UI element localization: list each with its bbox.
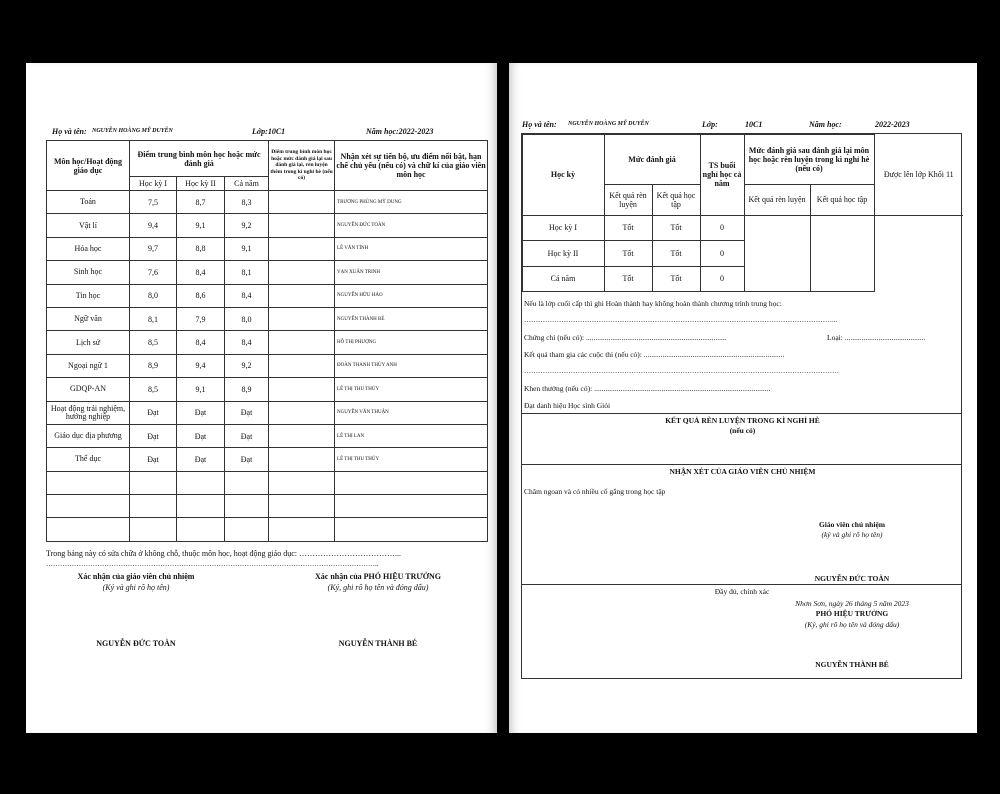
grade-sem1 (130, 495, 177, 518)
grade-subject: GDQP-AN (47, 378, 130, 401)
grade-sem2: 7,9 (177, 307, 225, 330)
grade-retest (269, 191, 335, 214)
grade-sem1: Đạt (130, 424, 177, 447)
absent-cell: 0 (700, 266, 744, 292)
grade-retest (269, 401, 335, 424)
header-sem2: Học kỳ II (177, 177, 225, 191)
grade-year: 8,9 (225, 378, 269, 401)
sig-right-sub: (Ký, ghi rõ họ tên và đóng dấu) (327, 583, 429, 592)
grade-year: 8,4 (225, 331, 269, 354)
grade-subject: Vật lí (47, 214, 130, 237)
divider-1 (522, 413, 961, 414)
grade-retest (269, 424, 335, 447)
grade-year: 8,1 (225, 261, 269, 284)
grade-sem1: 8,5 (130, 331, 177, 354)
grade-row (47, 284, 488, 307)
term-cell: Cả năm (522, 266, 604, 292)
grade-sem2: Đạt (177, 401, 225, 424)
header-study: Kết quả học tập (652, 184, 700, 215)
grade-retest (269, 518, 335, 541)
grade-retest (269, 237, 335, 260)
grade-subject: Lịch sử (47, 331, 130, 354)
grade-teacher (335, 471, 488, 494)
student-name-right: NGUYỄN HOÀNG MỸ DUYÊN (568, 121, 649, 127)
grade-teacher: LÊ THỊ LAN (335, 424, 488, 447)
header-reeval: Mức đánh giá sau đánh giá lại môn học hoặc rèn luyện trong kì nghỉ hè (nếu có) (744, 134, 874, 184)
grade-retest (269, 495, 335, 518)
corrections-note: Trong bảng này có sửa chữa ở không chỗ, thuộc môn học, hoạt động giáo dục: ………………………………... (46, 549, 402, 558)
grade-sem2: Đạt (177, 424, 225, 447)
grade-subject: Tin học (47, 284, 130, 307)
grade-row (47, 471, 488, 494)
header-year: Cả năm (225, 177, 269, 191)
grade-retest (269, 261, 335, 284)
grade-row (47, 307, 488, 330)
summer-sub: (nếu có) (729, 426, 756, 435)
grade-row (47, 191, 488, 214)
student-info-row (26, 127, 497, 139)
reeval-conduct-cell (744, 215, 810, 292)
sig-left-sub: (Ký và ghi rõ họ tên) (102, 583, 170, 592)
homeroom-title: NHẬN XÉT CỦA GIÁO VIÊN CHỦ NHIỆM (669, 467, 816, 476)
grade-year: Đạt (225, 424, 269, 447)
header-conduct: Kết quả rèn luyện (604, 184, 652, 215)
header-term: Học kỳ (522, 134, 604, 215)
grade-teacher: HỒ THỊ PHƯỢNG (335, 331, 488, 354)
grade-sem2: 9,1 (177, 378, 225, 401)
grade-retest (269, 354, 335, 377)
grade-sem1: 7,6 (130, 261, 177, 284)
grade-teacher: LÊ THỊ THU THÚY (335, 378, 488, 401)
grade-row (47, 214, 488, 237)
conduct-table (522, 134, 964, 293)
place-date: Nhơn Sơn, ngày 26 tháng 5 năm 2023 (795, 599, 909, 608)
certificate-line: Chứng chỉ (nếu có): ........................................................................... (524, 333, 727, 342)
right-page (509, 63, 977, 733)
grade-row (47, 378, 488, 401)
vp-title: PHÓ HIỆU TRƯỞNG (815, 609, 889, 618)
grade-teacher: NGUYỄN HỮU HẢO (335, 284, 488, 307)
grade-teacher (335, 495, 488, 518)
grade-retest (269, 307, 335, 330)
header-average: Điểm trung bình môn học hoặc mức đánh giá (130, 141, 269, 177)
grade-sem2: 8,7 (177, 191, 225, 214)
grade-sem2: 8,4 (177, 261, 225, 284)
homeroom-sig-title: Giáo viên chủ nhiệm (818, 520, 886, 529)
grade-sem1: 7,5 (130, 191, 177, 214)
conduct-cell: Tốt (604, 241, 652, 267)
grade-row (47, 424, 488, 447)
grade-sem1: 9,7 (130, 237, 177, 260)
grade-year: Đạt (225, 401, 269, 424)
divider-2 (522, 464, 961, 465)
grade-year (225, 518, 269, 541)
grade-sem2 (177, 471, 225, 494)
grade-teacher: LÊ THỊ THU THÚY (335, 448, 488, 471)
sig-right-title: Xác nhận của PHÓ HIỆU TRƯỞNG (314, 572, 441, 581)
year-value-right: 2022-2023 (875, 120, 910, 129)
term-cell: Học kỳ II (522, 241, 604, 267)
vp-name: NGUYỄN THÀNH BÉ (815, 660, 889, 669)
grade-row (47, 518, 488, 541)
grade-sem2 (177, 518, 225, 541)
sig-left-title: Xác nhận của giáo viên chủ nhiệm (77, 572, 195, 581)
contest-line: Kết quả tham gia các cuộc thi (nếu có): ........................................................................... (524, 350, 785, 359)
conduct-row (522, 241, 963, 267)
grade-teacher: LÊ VĂN TỈNH (335, 237, 488, 260)
year-label-right: Năm học: (809, 120, 842, 129)
name-label: Họ và tên: (52, 127, 87, 136)
grade-sem2: 9,1 (177, 214, 225, 237)
report-box (521, 133, 962, 679)
class-label-right: Lớp: (702, 120, 718, 129)
grade-sem1: 8,5 (130, 378, 177, 401)
promotion-text: Được lên lớp Khối 11 (883, 169, 954, 179)
grade-subject: Hóa học (47, 237, 130, 260)
grade-teacher (335, 518, 488, 541)
grade-subject: Thể dục (47, 448, 130, 471)
grade-sem2: 8,4 (177, 331, 225, 354)
grade-retest (269, 378, 335, 401)
grade-year: 8,0 (225, 307, 269, 330)
grade-retest (269, 214, 335, 237)
study-cell: Tốt (652, 266, 700, 292)
grade-row (47, 237, 488, 260)
award-line: Khen thưởng (nếu có): .............................................................................................. (524, 384, 771, 393)
grade-subject (47, 495, 130, 518)
header-level: Mức đánh giá (604, 134, 700, 184)
verified-text: Đầy đủ, chính xác (714, 587, 770, 596)
grade-retest (269, 331, 335, 354)
conduct-row (522, 266, 963, 292)
promotion-cell (874, 134, 963, 215)
grade-row (47, 448, 488, 471)
class-label: Lớp:10C1 (252, 127, 286, 136)
sig-right-name: NGUYỄN THÀNH BÉ (338, 639, 418, 648)
absent-cell: 0 (700, 215, 744, 241)
grade-sem2: 9,4 (177, 354, 225, 377)
grade-year: 9,2 (225, 214, 269, 237)
divider-3 (522, 584, 961, 585)
grade-teacher: TRƯƠNG PHÙNG MỸ DUNG (335, 191, 488, 214)
header-retest: Điểm trung bình môn học hoặc mức đánh giá lại sau đánh giá lại, rèn luyện thêm trong kì nghỉ hè (nếu có) (269, 141, 335, 191)
grade-row (47, 401, 488, 424)
header-sem1: Học kỳ I (130, 177, 177, 191)
grade-year: 8,3 (225, 191, 269, 214)
grade-sem1: 8,1 (130, 307, 177, 330)
grade-subject: Toán (47, 191, 130, 214)
last-grade-note: Nếu là lớp cuối cấp thì ghi Hoàn thành hay không hoàn thành chương trình trung học: (524, 299, 782, 308)
grade-subject: Ngữ văn (47, 307, 130, 330)
header-comment: Nhận xét sự tiến bộ, ưu điểm nổi bật, hạn chế chủ yếu (nếu có) và chữ kí của giáo viên môn học (335, 141, 488, 191)
grade-sem2: 8,8 (177, 237, 225, 260)
grade-subject: Ngoại ngữ 1 (47, 354, 130, 377)
grade-sem1 (130, 518, 177, 541)
conduct-cell: Tốt (604, 266, 652, 292)
grade-subject: Sinh học (47, 261, 130, 284)
grade-subject: Hoạt động trải nghiệm, hướng nghiệp (47, 401, 130, 424)
vp-sub: (Ký, ghi rõ họ tên và đóng dấu) (804, 620, 900, 629)
grade-row (47, 354, 488, 377)
name-label-right: Họ và tên: (522, 120, 557, 129)
grade-teacher: VẠN XUÂN TRINH (335, 261, 488, 284)
student-info-row-right (509, 120, 977, 132)
header-absent: TS buổi nghỉ học cả năm (700, 134, 744, 215)
grade-subject (47, 518, 130, 541)
grade-retest (269, 471, 335, 494)
dots-line-2: ……………………………………………………………………………………………………………………… (524, 367, 839, 375)
grade-year: Đạt (225, 448, 269, 471)
left-page (26, 63, 497, 733)
corrections-dots: …………………………………………………………………………………………………………………………….. (46, 560, 379, 568)
conduct-cell: Tốt (604, 215, 652, 241)
term-cell: Học kỳ I (522, 215, 604, 241)
summer-title: KẾT QUẢ RÈN LUYỆN TRONG KÌ NGHỈ HÈ (665, 416, 820, 425)
grade-sem2 (177, 495, 225, 518)
title-earned: Đạt danh hiệu Học sinh Giỏi (524, 401, 611, 410)
grade-sem1: Đạt (130, 401, 177, 424)
study-cell: Tốt (652, 215, 700, 241)
grade-subject (47, 471, 130, 494)
grade-teacher: ĐOÀN THANH THÙY ANH (335, 354, 488, 377)
grade-subject: Giáo dục địa phương (47, 424, 130, 447)
grade-year: 9,1 (225, 237, 269, 260)
study-cell: Tốt (652, 241, 700, 267)
grade-teacher: NGUYỄN THÀNH BÉ (335, 307, 488, 330)
grade-year (225, 495, 269, 518)
header-conduct2: Kết quả rèn luyện (744, 184, 810, 215)
grade-teacher: NGUYỄN ĐỨC TOÀN (335, 214, 488, 237)
sig-left-name: NGUYỄN ĐỨC TOÀN (96, 639, 176, 648)
grade-sem2: Đạt (177, 448, 225, 471)
grade-retest (269, 284, 335, 307)
homeroom-comment: Chăm ngoan và có nhiều cố gắng trong học tập (524, 487, 666, 496)
grade-year: 9,2 (225, 354, 269, 377)
grade-sem2: 8,6 (177, 284, 225, 307)
grade-teacher: NGUYỄN VĂN THUẬN (335, 401, 488, 424)
grades-table (46, 140, 488, 542)
dots-line-1: ……………………………………………………………………………………………………………………... (524, 316, 838, 324)
conduct-row (522, 215, 963, 241)
grade-sem1: 9,4 (130, 214, 177, 237)
grade-row (47, 495, 488, 518)
grade-retest (269, 448, 335, 471)
absent-cell: 0 (700, 241, 744, 267)
grade-row (47, 261, 488, 284)
grade-year: 8,4 (225, 284, 269, 307)
homeroom-name: NGUYỄN ĐỨC TOÀN (814, 574, 890, 583)
homeroom-sig-sub: (ký và ghi rõ họ tên) (821, 530, 883, 539)
year-label: Năm học:2022-2023 (366, 127, 434, 136)
grade-sem1: 8,9 (130, 354, 177, 377)
grade-sem1: 8,0 (130, 284, 177, 307)
reeval-study-cell (810, 215, 874, 292)
header-study2: Kết quả học tập (810, 184, 874, 215)
grade-line: Loại: ........................................... (827, 333, 926, 342)
student-name: NGUYỄN HOÀNG MỸ DUYÊN (92, 128, 173, 134)
grade-sem1: Đạt (130, 448, 177, 471)
grade-sem1 (130, 471, 177, 494)
class-value-right: 10C1 (745, 120, 763, 129)
header-subject: Môn học/Hoạt động giáo dục (47, 141, 130, 191)
grade-row (47, 331, 488, 354)
grade-year (225, 471, 269, 494)
